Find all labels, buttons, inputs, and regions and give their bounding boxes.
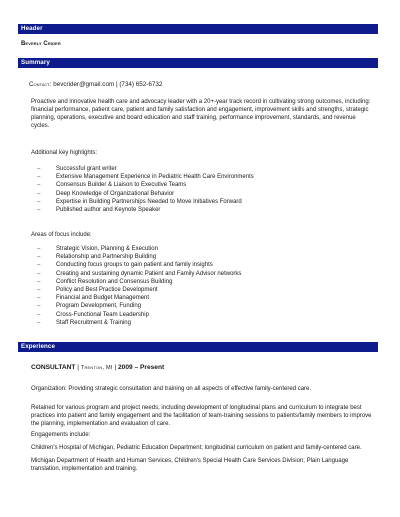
highlight-item <box>37 198 254 206</box>
job-separator: | <box>75 364 81 371</box>
dash-bullet-icon: – <box>37 207 41 214</box>
contact-separator: | <box>115 81 118 88</box>
engagement-item: Children's Hospital of Michigan, Pediatric Education Department; longitudinal curriculum on patient and family-centered care. <box>31 445 362 451</box>
highlight-item <box>37 190 254 198</box>
organization-paragraph: Organization: Providing strategic consultation and training on all aspects of effective family-centered care. <box>31 386 312 392</box>
section-experience-bar <box>18 342 378 352</box>
section-header-title: Header <box>21 25 43 32</box>
contact-label: Contact: <box>29 81 52 88</box>
focus-area-item <box>37 245 241 253</box>
dash-bullet-icon: – <box>37 262 41 269</box>
retained-paragraph: Retained for various program and project needs, including development of longitudinal plans and curriculum to integrate best practices into patient and family engagement and the facilitation of team-training sessions to patients/family members to improve the planning, implementation and evaluation of care. <box>31 405 372 427</box>
highlights-list <box>37 165 254 214</box>
dash-bullet-icon: – <box>37 190 41 197</box>
highlight-item-text: Successful grant writer <box>56 166 117 172</box>
dash-bullet-icon: – <box>37 295 41 302</box>
highlight-item-text: Extensive Management Experience in Pediatric Health Care Environments <box>56 174 254 181</box>
contact-phone: (734) 652-6732 <box>119 81 163 88</box>
focus-area-item-text: Relationship and Partnership Building <box>56 254 157 261</box>
dash-bullet-icon: – <box>37 319 41 326</box>
focus-area-item <box>37 253 241 261</box>
job-dates: 2009 – Present <box>118 364 165 371</box>
focus-area-item-text: Program Development, Funding <box>56 303 142 310</box>
focus-area-item-text: Creating and sustaining dynamic Patient and Family Advisor networks <box>56 270 242 277</box>
focus-area-item-text: Conducting focus groups to gain patient and family insights <box>56 262 213 269</box>
candidate-name <box>21 41 61 47</box>
summary-paragraph: Proactive and innovative health care and advocacy leader with a 20+-year track record in cultivating strong outcomes, including: financial performance, patient care, patient and family satisfaction and engagement, improvement skills and strengths, strategic planning, operations, executive and board education and staff training, performance improvement, standards, and revenue cycles. <box>31 99 371 129</box>
highlights-label: Additional key highlights: <box>31 150 98 156</box>
highlight-item <box>37 206 254 214</box>
dash-bullet-icon: – <box>37 182 41 189</box>
dash-bullet-icon: – <box>37 174 41 181</box>
section-summary-bar <box>18 58 378 68</box>
dash-bullet-icon: – <box>37 254 41 261</box>
focus-area-item <box>37 278 241 286</box>
focus-area-item <box>37 319 241 327</box>
job-title: CONSULTANT <box>31 364 76 371</box>
focus-areas-list <box>37 245 241 327</box>
dash-bullet-icon: – <box>37 270 41 277</box>
dash-bullet-icon: – <box>37 278 41 285</box>
highlight-item-text: Published author and Keynote Speaker <box>56 207 161 214</box>
focus-area-item-text: Conflict Resolution and Consensus Building <box>56 278 173 285</box>
dash-bullet-icon: – <box>37 246 41 252</box>
focus-area-item <box>37 270 241 278</box>
contact-email[interactable]: bevcrider@gmail.com <box>53 81 115 88</box>
highlight-item <box>37 165 254 173</box>
candidate-name-text: Beverly Crider <box>21 41 61 47</box>
focus-area-item-text: Financial and Budget Management <box>56 295 150 302</box>
section-experience-title: Experience <box>21 343 56 350</box>
engagement-item: Michigan Department of Health and Human Services, Children's Special Health Care Services Division; Plain Language translation, implementation and training. <box>31 458 349 472</box>
job-location: Trenton, MI <box>80 365 113 371</box>
job-separator: | <box>112 364 118 371</box>
highlight-item-text: Deep Knowledge of Organizational Behavior <box>56 190 175 197</box>
focus-area-item-text: Policy and Best Practice Development <box>56 287 158 294</box>
highlight-item <box>37 173 254 181</box>
focus-label: Areas of focus include: <box>31 232 92 238</box>
dash-bullet-icon: – <box>37 303 41 310</box>
highlight-item <box>37 181 254 189</box>
focus-area-item-text: Staff Recruitment & Training <box>56 319 131 326</box>
highlight-item-text: Consensus Builder & Liaison to Executive Teams <box>56 182 187 189</box>
focus-area-item <box>37 261 241 269</box>
focus-area-item-text: Strategic Vision, Planning & Execution <box>56 246 158 252</box>
highlight-item-text: Expertise in Building Partnerships Needed to Move Initiatives Forward <box>56 198 242 205</box>
section-header-bar <box>18 24 378 34</box>
engagements-label: Engagements include: <box>31 432 91 438</box>
dash-bullet-icon: – <box>37 311 41 318</box>
focus-area-item <box>37 302 241 310</box>
focus-area-item <box>37 311 241 319</box>
dash-bullet-icon: – <box>37 166 41 172</box>
section-summary-title: Summary <box>21 59 50 66</box>
dash-bullet-icon: – <box>37 287 41 294</box>
focus-area-item-text: Cross-Functional Team Leadership <box>56 311 149 318</box>
contact-line <box>29 81 162 88</box>
focus-area-item <box>37 294 241 302</box>
job-heading <box>31 364 164 371</box>
focus-area-item <box>37 286 241 294</box>
dash-bullet-icon: – <box>37 198 41 205</box>
